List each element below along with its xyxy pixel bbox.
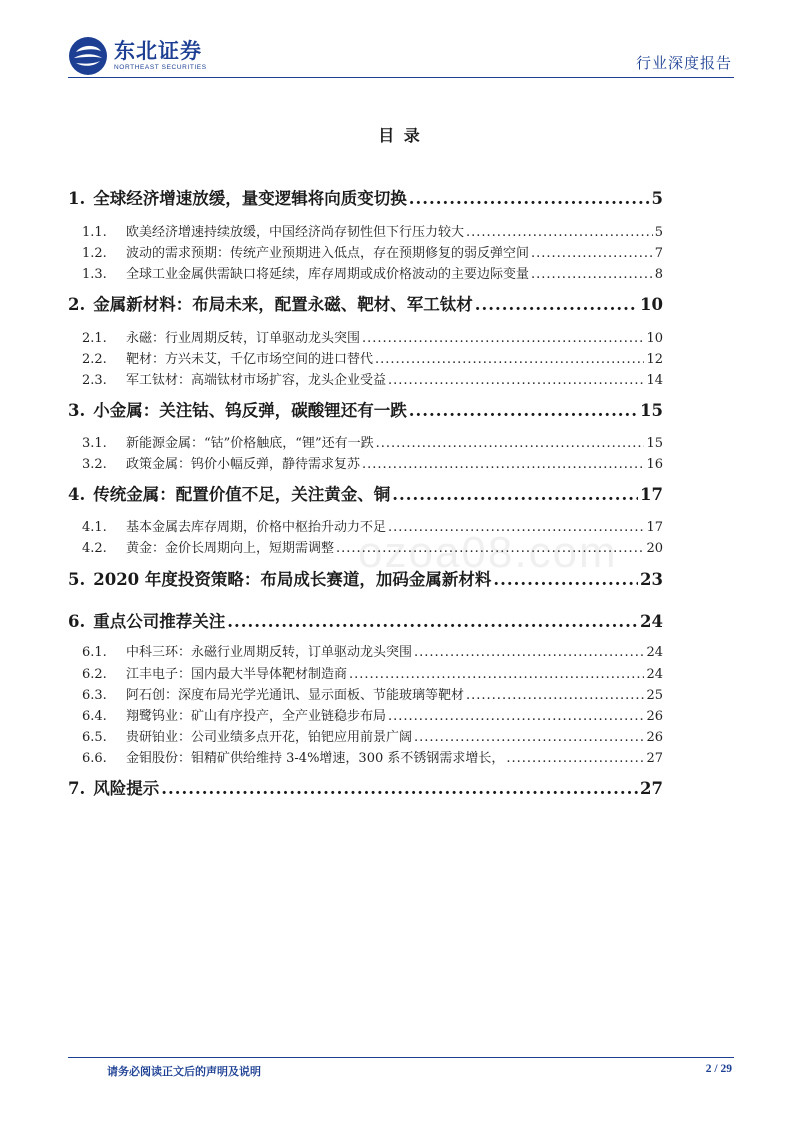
toc-entry[interactable]	[82, 369, 663, 387]
toc-entry-page: 5	[654, 225, 663, 239]
toc-entry-page: 15	[646, 436, 663, 450]
toc-entry-title: 靶材：方兴未艾，千亿市场空间的进口替代	[126, 352, 374, 366]
toc-entry-page: 24	[640, 612, 663, 631]
toc-entry-page: 10	[640, 295, 663, 314]
toc-entry-number: 4.2.	[82, 541, 107, 555]
toc-leader	[388, 709, 644, 723]
toc-entry-page: 27	[640, 779, 663, 798]
toc-entry[interactable]	[82, 348, 663, 366]
toc-entry[interactable]	[82, 432, 663, 450]
toc-leader	[466, 225, 653, 239]
toc-entry-title: 贵研铂业：公司业绩多点开花，铂钯应用前景广阔	[126, 730, 413, 744]
toc-entry[interactable]	[82, 726, 663, 744]
toc-entry[interactable]	[82, 327, 663, 345]
toc-entry[interactable]	[82, 747, 663, 765]
toc-entry-title: 江丰电子：国内最大半导体靶材制造商	[126, 667, 348, 681]
toc-entry[interactable]	[68, 397, 663, 421]
toc-entry[interactable]	[82, 242, 663, 260]
company-logo	[68, 36, 207, 76]
footer-divider	[68, 1057, 734, 1058]
toc-entry-page: 23	[640, 570, 663, 589]
toc-leader	[388, 373, 644, 387]
toc-entry-number: 1.1.	[82, 225, 107, 239]
toc-entry[interactable]	[82, 641, 663, 659]
toc-entry-page: 17	[640, 485, 663, 504]
toc-leader	[475, 295, 638, 314]
toc-entry-page: 14	[646, 373, 663, 387]
toc-leader	[349, 667, 644, 681]
toc-entry-page: 26	[646, 730, 663, 744]
toc-leader	[376, 436, 645, 450]
toc-leader	[161, 779, 638, 798]
toc-entry-title: 2020 年度投资策略：布局成长赛道，加码金属新材料	[93, 570, 492, 589]
toc-entry-page: 27	[646, 751, 663, 765]
toc-entry[interactable]	[68, 291, 663, 315]
toc-leader	[414, 645, 644, 659]
footer-disclaimer: 请务必阅读正文后的声明及说明	[107, 1065, 261, 1078]
header-divider	[68, 77, 734, 78]
toc-entry-number: 1.2.	[82, 246, 107, 260]
toc-entry-page: 16	[646, 457, 663, 471]
toc-entry-number: 6.	[68, 612, 86, 631]
toc-entry-title: 政策金属：钨价小幅反弹，静待需求复苏	[126, 457, 361, 471]
toc-leader	[506, 751, 644, 765]
toc-entry-number: 6.4.	[82, 709, 107, 723]
toc-entry-page: 10	[646, 331, 663, 345]
toc-entry[interactable]	[82, 705, 663, 723]
toc-leader	[362, 457, 644, 471]
toc-entry-title: 军工钛材：高端钛材市场扩容，龙头企业受益	[126, 373, 387, 387]
toc-entry-page: 20	[646, 541, 663, 555]
toc-leader	[375, 352, 644, 366]
toc-entry-title: 中科三环：永磁行业周期反转，订单驱动龙头突围	[126, 645, 413, 659]
toc-entry-title: 全球工业金属供需缺口将延续，库存周期或成价格波动的主要边际变量	[126, 267, 530, 281]
toc-leader	[392, 485, 638, 504]
toc-entry[interactable]	[68, 481, 663, 505]
toc-entry-page: 7	[654, 246, 663, 260]
toc-entry-number: 6.5.	[82, 730, 107, 744]
northeast-securities-logo-icon	[68, 36, 108, 76]
toc-entry-page: 26	[646, 709, 663, 723]
toc-entry-number: 6.6.	[82, 751, 107, 765]
toc-title: 目 录	[378, 126, 422, 145]
toc-entry[interactable]	[68, 608, 663, 632]
toc-entry[interactable]	[82, 453, 663, 471]
toc-entry-number: 3.	[68, 401, 86, 420]
toc-entry[interactable]	[82, 663, 663, 681]
report-type-label: 行业深度报告	[635, 54, 732, 72]
toc-entry-number: 5.	[68, 570, 86, 589]
toc-entry[interactable]	[82, 684, 663, 702]
toc-entry-title: 金钼股份：钼精矿供给维持 3-4%增速，300 系不锈钢需求增长，	[126, 751, 505, 765]
toc-entry-title: 风险提示	[93, 779, 160, 798]
toc-entry-page: 24	[646, 667, 663, 681]
logo-chinese-name: 东北证券	[114, 38, 202, 63]
toc-leader	[466, 688, 644, 702]
toc-entry-number: 3.1.	[82, 436, 107, 450]
toc-entry-number: 6.2.	[82, 667, 107, 681]
toc-entry-title: 重点公司推荐关注	[93, 612, 226, 631]
toc-entry-number: 4.1.	[82, 520, 107, 534]
toc-leader	[362, 331, 644, 345]
toc-entry-title: 欧美经济增速持续放缓，中国经济尚存韧性但下行压力较大	[126, 225, 465, 239]
toc-entry-page: 24	[646, 645, 663, 659]
toc-entry[interactable]	[82, 221, 663, 239]
toc-entry-number: 2.3.	[82, 373, 107, 387]
toc-leader	[531, 267, 653, 281]
toc-entry-number: 7.	[68, 779, 86, 798]
logo-english-name: NORTHEAST SECURITIES	[114, 63, 207, 71]
toc-entry-number: 1.	[68, 189, 86, 208]
toc-entry-page: 25	[646, 688, 663, 702]
toc-leader	[409, 401, 638, 420]
toc-entry-number: 2.1.	[82, 331, 107, 345]
toc-entry-title: 新能源金属：“钴”价格触底，“锂”还有一跌	[126, 436, 374, 450]
toc-entry-page: 17	[646, 520, 663, 534]
toc-entry-title: 全球经济增速放缓，量变逻辑将向质变切换	[93, 189, 407, 208]
toc-entry-number: 1.3.	[82, 267, 107, 281]
toc-entry-page: 8	[654, 267, 663, 281]
toc-entry-title: 小金属：关注钴、钨反弹，碳酸锂还有一跌	[93, 401, 407, 420]
toc-entry-title: 永磁：行业周期反转，订单驱动龙头突围	[126, 331, 361, 345]
toc-entry-title: 黄金：金价长周期向上，短期需调整	[126, 541, 335, 555]
toc-entry-page: 15	[640, 401, 663, 420]
toc-leader	[414, 730, 644, 744]
toc-entry-number: 4.	[68, 485, 86, 504]
toc-entry-number: 3.2.	[82, 457, 107, 471]
page-header	[0, 0, 800, 82]
page-number: 2 / 29	[705, 1063, 732, 1075]
toc-entry-title: 波动的需求预期：传统产业预期进入低点，存在预期修复的弱反弹空间	[126, 246, 530, 260]
toc-entry-title: 基本金属去库存周期，价格中枢抬升动力不足	[126, 520, 387, 534]
toc-entry-page: 5	[651, 189, 663, 208]
toc-entry-title: 翔鹭钨业：矿山有序投产，全产业链稳步布局	[126, 709, 387, 723]
toc-entry-title: 金属新材料：布局未来，配置永磁、靶材、军工钛材	[93, 295, 473, 314]
toc-entry-number: 2.	[68, 295, 86, 314]
toc-entry-number: 2.2.	[82, 352, 107, 366]
toc-entry[interactable]	[82, 263, 663, 281]
toc-entry-number: 6.3.	[82, 688, 107, 702]
toc-entry[interactable]	[68, 775, 663, 799]
toc-entry-page: 12	[646, 352, 663, 366]
toc-entry-title: 传统金属：配置价值不足，关注黄金、铜	[93, 485, 391, 504]
toc-entry[interactable]	[68, 185, 663, 209]
toc-leader	[531, 246, 653, 260]
toc-leader	[227, 612, 638, 631]
toc-leader	[409, 189, 650, 208]
watermark-text: ozoa08.com	[358, 528, 618, 577]
toc-entry-number: 6.1.	[82, 645, 107, 659]
toc-entry-title: 阿石创：深度布局光学光通讯、显示面板、节能玻璃等靶材	[126, 688, 465, 702]
